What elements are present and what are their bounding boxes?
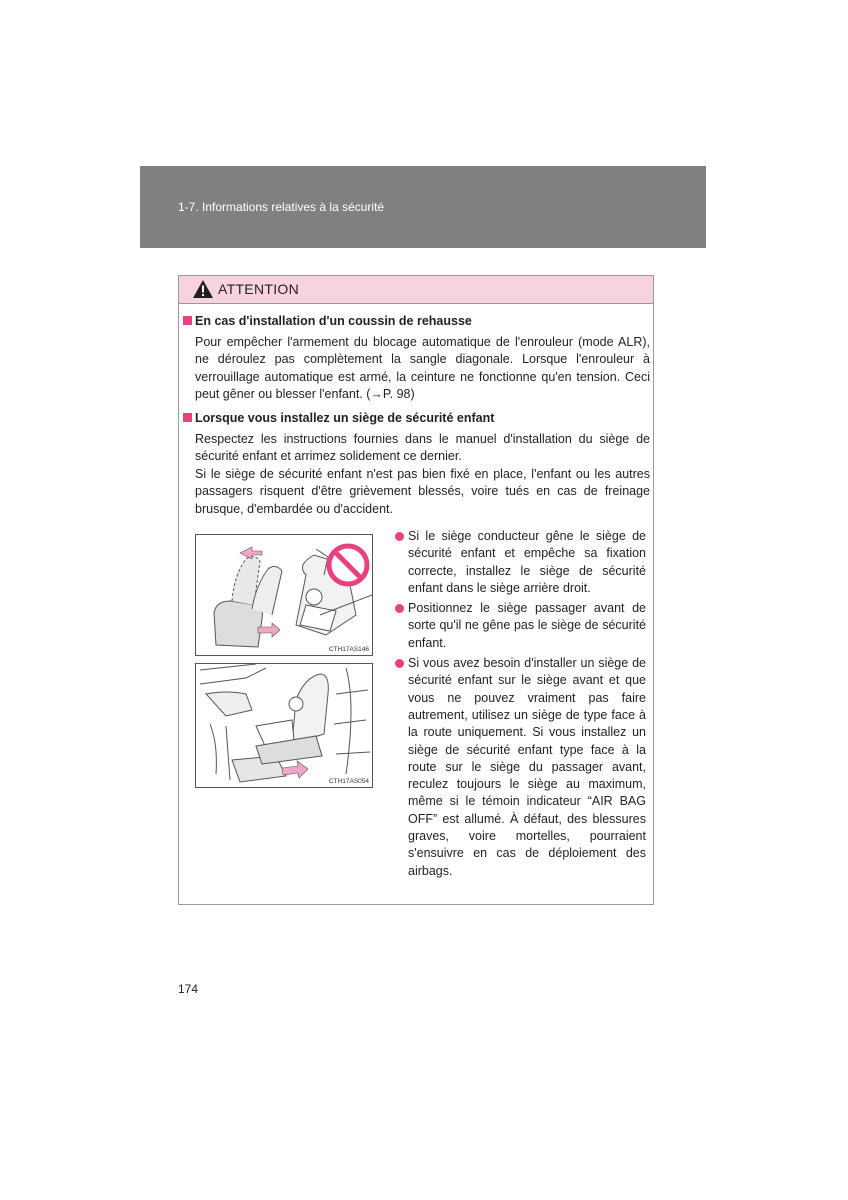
illustration-front-passenger-seat <box>195 663 373 788</box>
child-seat-paragraph-1: Respectez les instructions fournies dans le manuel d'installation du siège de sécurité enfant et arrimez solidement ce dernier. <box>195 432 650 464</box>
prohibited-icon <box>329 546 367 584</box>
page-number: 174 <box>178 982 199 996</box>
attention-box <box>178 275 654 905</box>
seat-illustration-1 <box>196 535 372 655</box>
section-heading-booster: En cas d'installation d'un coussin de rehausse <box>183 314 472 328</box>
illustration-code: CTH17AS146 <box>328 646 369 653</box>
illustration-front-seat-conflict <box>195 534 373 656</box>
square-bullet-icon <box>183 316 192 325</box>
attention-title: ATTENTION <box>218 281 299 297</box>
list-item: Si le siège conducteur gêne le siège de sécurité enfant et empêche sa fixation correcte, installez le siège de sécurité enfant dans le siège arrière droit. <box>395 528 646 597</box>
bullet-dot-icon <box>395 604 404 613</box>
child-seat-paragraph-2: Si le siège de sécurité enfant n'est pas bien fixé en place, l'enfant ou les autres passagers risquent d'être grièvement blessés, voire tués en cas de freinage brusque, d'embardée ou d'accident. <box>195 467 650 516</box>
seat-illustration-2 <box>196 664 372 787</box>
list-item: Si vous avez besoin d'installer un siège de sécurité enfant sur le siège avant et que vous ne pouvez vraiment pas faire autrement, utilisez un siège de type face à la route uniquement. Si vous installez un siège de sécurité enfant type face à la route sur le siège du passager avant, reculez toujours le siège au maximum, même si le témoin indicateur “AIR BAG OFF” est allumé. À défaut, des blessures graves, voire mortelles, pourraient s'ensuivre en cas de déploiement des airbags. <box>395 655 646 880</box>
chapter-header <box>140 166 706 248</box>
section-heading-child-seat: Lorsque vous installez un siège de sécurité enfant <box>183 411 494 425</box>
illustration-code: CTH17AS054 <box>328 778 369 785</box>
warning-icon <box>192 279 214 299</box>
bullet-list <box>395 528 646 883</box>
bullet-dot-icon <box>395 659 404 668</box>
bullet-dot-icon <box>395 532 404 541</box>
list-item: Positionnez le siège passager avant de sorte qu'il ne gêne pas le siège de sécurité enfant. <box>395 600 646 652</box>
booster-paragraph: Pour empêcher l'armement du blocage automatique de l'enrouleur (mode ALR), ne déroulez pas complètement la sangle diagonale. Lorsque l'enrouleur à verrouillage automatique est armé, la ceinture ne fonctionne qu'en tension. Ceci peut gêner ou blesser l'enfant. (→P. 98) <box>195 335 650 401</box>
square-bullet-icon <box>183 413 192 422</box>
section-title: 1-7. Informations relatives à la sécurité <box>178 200 385 214</box>
attention-header <box>179 276 653 304</box>
